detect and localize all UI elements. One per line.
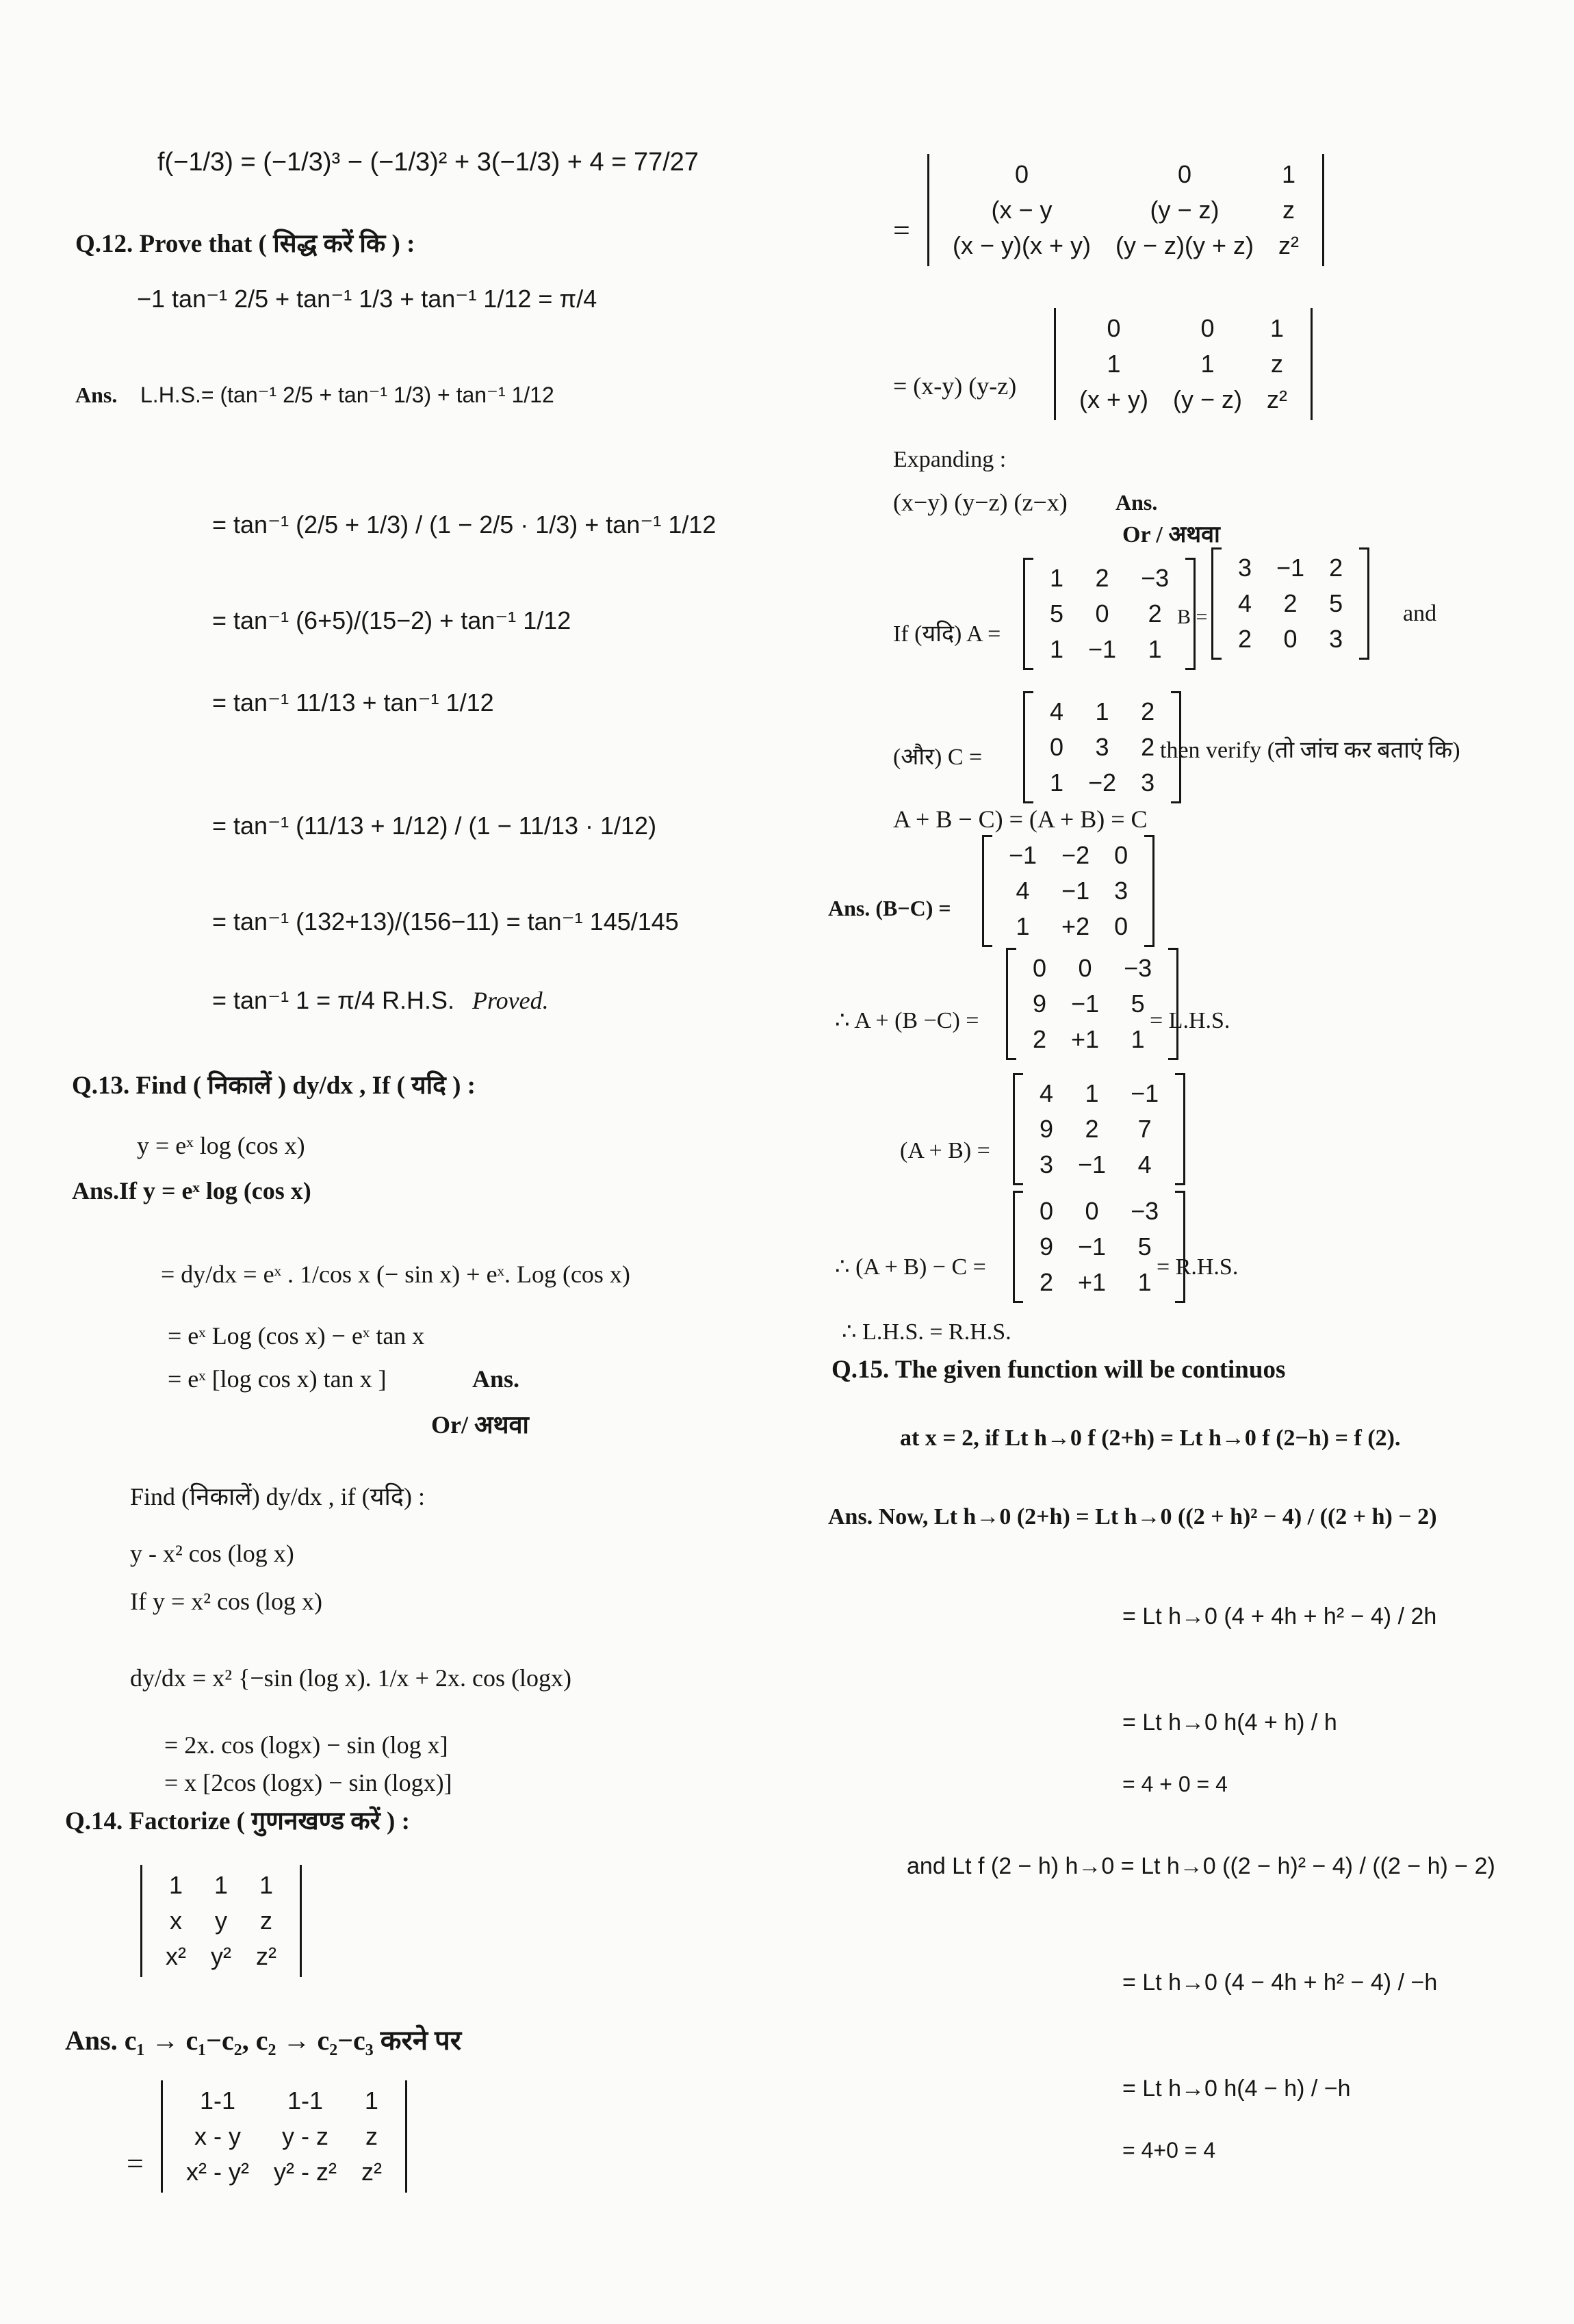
q12-step: = tan⁻¹ (6+5)/(15−2) + tan⁻¹ 1/12 [212, 606, 571, 634]
or-label: Or / अथवा [1122, 522, 1220, 547]
matrix-cell: 9 [1033, 990, 1047, 1018]
q13-step: = eˣ Log (cos x) − eˣ tan x [168, 1322, 425, 1350]
det-cell: 0 [1178, 160, 1192, 188]
det-cell: x [170, 1907, 182, 1935]
q14-ans-line: Ans. c₁ → c₁−c₂, c₂ → c₂−c₃ करने पर [65, 2025, 462, 2056]
matrix-cell: 3 [1329, 625, 1343, 653]
rhs-label: = R.H.S. [1157, 1254, 1239, 1280]
matrix-cell: −1 [1088, 635, 1117, 663]
matrix-cell: 0 [1114, 912, 1128, 940]
matrix-cell: 1 [1148, 635, 1162, 663]
q15-heading: Q.15. The given function will be continuos [831, 1356, 1286, 1384]
right-column [787, 0, 1574, 2324]
matrix-cell: 2 [1033, 1025, 1047, 1053]
det-cell: 1 [1107, 350, 1121, 378]
det-cell: x² [166, 1942, 186, 1970]
matrix-cell: 1 [1016, 912, 1030, 940]
matrix-cell: 3 [1238, 554, 1252, 582]
matrix-cell: +2 [1061, 912, 1090, 940]
matrix-cell: 0 [1040, 1197, 1054, 1225]
det-cell: (y − z)(y + z) [1115, 231, 1254, 259]
q13-alt-step: dy/dx = x² {−sin (log x). 1/x + 2x. cos (logx) [130, 1664, 571, 1692]
matrix-cell: −1 [1131, 1079, 1159, 1107]
matrix-cell: 2 [1148, 599, 1162, 628]
matrix-a-plus-b-minus-c [1006, 948, 1178, 1060]
matrix-cell: −3 [1124, 954, 1152, 982]
matrix-cell: 2 [1283, 589, 1298, 617]
q15-step: = 4+0 = 4 [1122, 2138, 1216, 2162]
matrix-cell: −1 [1009, 841, 1037, 869]
matrix-cell: 3 [1114, 877, 1128, 905]
det-cell: 1 [259, 1871, 274, 1899]
det-cell: (y − z) [1173, 385, 1243, 413]
matrix-cell: 0 [1114, 841, 1128, 869]
det-cell: z² [361, 2158, 382, 2186]
matrix-cell: 1 [1050, 564, 1064, 592]
q12-step: = tan⁻¹ 11/13 + tan⁻¹ 1/12 [212, 688, 494, 716]
det-cell: 1-1 [287, 2087, 323, 2115]
det-cell: z² [1278, 231, 1300, 259]
q14-equals: = [127, 2147, 144, 2180]
q15-and-lt: and Lt f (2 − h) h→0 = Lt h→0 ((2 − h)² − 4) / ((2 − h) − 2) [907, 1853, 1495, 1879]
q15-step: = Lt h→0 h(4 + h) / h [1122, 1709, 1337, 1735]
matrix-cell: 4 [1016, 877, 1030, 905]
matrix-a-plus-b [1013, 1073, 1185, 1185]
matrix-cell: 2 [1238, 625, 1252, 653]
det-cell: 0 [1107, 314, 1121, 342]
matrix-cell: 9 [1040, 1232, 1054, 1261]
matrix-cell: −3 [1141, 564, 1170, 592]
det-cell: 0 [1200, 314, 1215, 342]
det-cell: z [1271, 350, 1284, 378]
if-a-label: If (यदि) A = [893, 621, 1001, 647]
q13-or: Or/ अथवा [431, 1411, 529, 1438]
q15-step: = 4 + 0 = 4 [1122, 1772, 1228, 1796]
q13-step: = eˣ [log cos x) tan x ] [168, 1365, 387, 1393]
det-cell: 1 [1282, 160, 1296, 188]
q13-alt-heading: Find (निकालें) dy/dx , if (यदि) : [130, 1483, 425, 1510]
det-cell: z² [1267, 385, 1288, 413]
det3-equals: = [893, 214, 910, 247]
matrix-cell: +1 [1071, 1025, 1100, 1053]
matrix-cell: 2 [1141, 697, 1155, 725]
matrix-cell: 5 [1131, 990, 1145, 1018]
matrix-cell: −2 [1061, 841, 1090, 869]
q12-step: L.H.S.= (tan⁻¹ 2/5 + tan⁻¹ 1/3) + tan⁻¹ 1/12 [140, 383, 554, 407]
matrix-cell: −1 [1276, 554, 1305, 582]
matrix-cell: 4 [1040, 1079, 1054, 1107]
b-minus-c-label: Ans. (B−C) = [828, 896, 951, 920]
matrix-cell: 1 [1085, 1079, 1099, 1107]
a-plus-b-minus-c-2-label: ∴ (A + B) − C = [835, 1254, 986, 1280]
det-cell: y [215, 1907, 227, 1935]
q13-ans-line: Ans.If y = eˣ log (cos x) [72, 1177, 311, 1204]
matrix-cell: 3 [1040, 1150, 1054, 1178]
matrix-c [1023, 691, 1181, 803]
matrix-cell: 9 [1040, 1115, 1054, 1143]
det-cell: 1 [1270, 314, 1285, 342]
det-cell: (x − y [991, 196, 1053, 224]
matrix-cell: −2 [1088, 769, 1117, 797]
b-label: B = [1177, 606, 1208, 628]
matrix-cell: 4 [1050, 697, 1064, 725]
matrix-cell: 0 [1095, 599, 1109, 628]
matrix-cell: 4 [1137, 1150, 1152, 1178]
det-cell: 1 [1200, 350, 1215, 378]
matrix-cell: 2 [1085, 1115, 1099, 1143]
matrix-cell: 0 [1033, 954, 1047, 982]
q12-step: = tan⁻¹ (2/5 + 1/3) / (1 − 2/5 · 1/3) + tan⁻¹ 1/12 [212, 511, 717, 539]
det-cell: z [365, 2122, 378, 2150]
q13-alt-given: y - x² cos (log x) [130, 1540, 294, 1567]
factor-prefix: = (x-y) (y-z) [893, 372, 1017, 400]
then-verify: then verify (तो जांच कर बताएं कि) [1160, 738, 1460, 763]
matrix-cell: 5 [1329, 589, 1343, 617]
aur-c-label: (और) C = [893, 745, 983, 770]
q14-determinant-2 [161, 2080, 407, 2193]
matrix-cell: 7 [1137, 1115, 1152, 1143]
det-cell: x - y [194, 2122, 241, 2150]
matrix-cell: −3 [1131, 1197, 1159, 1225]
q13-alt-step: = 2x. cos (logx) − sin (log x] [164, 1731, 448, 1759]
q12-proved: Proved. [472, 987, 549, 1014]
matrix-cell: 5 [1050, 599, 1064, 628]
lhs-equals-rhs: ∴ L.H.S. = R.H.S. [842, 1319, 1011, 1345]
q12-step: = tan⁻¹ (132+13)/(156−11) = tan⁻¹ 145/145 [212, 907, 679, 935]
expanding-label: Expanding : [893, 447, 1007, 472]
matrix-cell: 0 [1078, 954, 1092, 982]
det-cell: x² - y² [186, 2158, 249, 2186]
q12-statement: −1 tan⁻¹ 2/5 + tan⁻¹ 1/3 + tan⁻¹ 1/12 = π/4 [137, 285, 597, 313]
q13-alt-if: If y = x² cos (log x) [130, 1588, 323, 1615]
matrix-cell: 4 [1238, 589, 1252, 617]
matrix-a [1023, 558, 1196, 670]
det-cell: z [1282, 196, 1295, 224]
det-cell: 1 [214, 1871, 229, 1899]
det-cell: 1-1 [199, 2087, 235, 2115]
lhs-label: = L.H.S. [1150, 1008, 1230, 1033]
matrix-cell: 2 [1040, 1268, 1054, 1296]
and-label: and [1403, 601, 1437, 626]
q12-step: = tan⁻¹ (11/13 + 1/12) / (1 − 11/13 · 1/12) [212, 812, 657, 840]
matrix-cell: 1 [1050, 635, 1064, 663]
q15-now: Ans. Now, Lt h→0 (2+h) = Lt h→0 ((2 + h)² − 4) / ((2 + h) − 2) [828, 1504, 1437, 1529]
a-plus-b-label: (A + B) = [900, 1138, 990, 1163]
q13-given: y = eˣ log (cos x) [137, 1132, 305, 1159]
a-plus-b-minus-c-label: ∴ A + (B −C) = [835, 1008, 979, 1033]
det-cell: 0 [1014, 160, 1029, 188]
matrix-cell: 3 [1095, 733, 1109, 761]
q13-ans-word: Ans. [472, 1365, 520, 1393]
q15-step: = Lt h→0 h(4 − h) / −h [1122, 2076, 1351, 2102]
q15-step: = Lt h→0 (4 + 4h + h² − 4) / 2h [1122, 1603, 1437, 1629]
q14-heading: Q.14. Factorize ( गुणनखण्ड करें ) : [65, 1807, 410, 1835]
det-cell: z² [256, 1942, 276, 1970]
matrix-cell: −1 [1078, 1232, 1107, 1261]
factor-result: (x−y) (y−z) (z−x) [893, 489, 1068, 516]
q12-heading: Q.12. Prove that ( सिद्ध करें कि ) : [75, 230, 415, 258]
q12-ans-label: Ans. [75, 383, 118, 407]
det-cell: 1 [168, 1871, 183, 1899]
matrix-cell: +1 [1078, 1268, 1107, 1296]
det-cell: y² [211, 1942, 231, 1970]
top-equation: f(−1/3) = (−1/3)³ − (−1/3)² + 3(−1/3) + 4 = 77/27 [157, 148, 699, 177]
matrix-a-plus-b-minus-c-2 [1013, 1191, 1185, 1303]
det-cell: z [260, 1907, 272, 1935]
det-cell: y - z [281, 2122, 328, 2150]
q13-alt-step: = x [2cos (logx) − sin (logx)] [164, 1769, 452, 1796]
matrix-cell: 1 [1131, 1025, 1145, 1053]
matrix-cell: 2 [1141, 733, 1155, 761]
det-cell: y² - z² [273, 2158, 337, 2186]
matrix-b-minus-c [982, 835, 1154, 947]
q14-determinant [140, 1865, 302, 1977]
factor-result-ans: Ans. [1115, 490, 1158, 515]
matrix-cell: −1 [1078, 1150, 1107, 1178]
matrix-cell: 2 [1329, 554, 1343, 582]
det-cell: (y − z) [1150, 196, 1220, 224]
matrix-cell: 3 [1141, 769, 1155, 797]
matrix-cell: 0 [1283, 625, 1298, 653]
det-cell: (x − y)(x + y) [953, 231, 1092, 259]
matrix-cell: 0 [1085, 1197, 1099, 1225]
q12-step: = tan⁻¹ 1 = π/4 R.H.S. [212, 986, 454, 1014]
matrix-cell: 1 [1095, 697, 1109, 725]
determinant-4 [1054, 308, 1313, 420]
matrix-cell: −1 [1061, 877, 1090, 905]
matrix-cell: 0 [1050, 733, 1064, 761]
q15-condition: at x = 2, if Lt h→0 f (2+h) = Lt h→0 f (2−h) = f (2). [900, 1425, 1401, 1451]
matrix-cell: −1 [1071, 990, 1100, 1018]
verify-equation: A + B − C) = (A + B) = C [893, 805, 1148, 833]
det-cell: (x + y) [1079, 385, 1149, 413]
q15-step: = Lt h→0 (4 − 4h + h² − 4) / −h [1122, 1970, 1438, 1996]
matrix-cell: 5 [1137, 1232, 1152, 1261]
q13-heading: Q.13. Find ( निकालें ) dy/dx , If ( यदि ) : [72, 1072, 476, 1100]
matrix-cell: 1 [1050, 769, 1064, 797]
matrix-cell: 2 [1095, 564, 1109, 592]
det-cell: 1 [364, 2087, 378, 2115]
determinant-3 [927, 154, 1324, 266]
q13-step: = dy/dx = eˣ . 1/cos x (− sin x) + eˣ. Log (cos x) [161, 1261, 630, 1288]
matrix-cell: 1 [1137, 1268, 1152, 1296]
matrix-b [1211, 547, 1369, 660]
